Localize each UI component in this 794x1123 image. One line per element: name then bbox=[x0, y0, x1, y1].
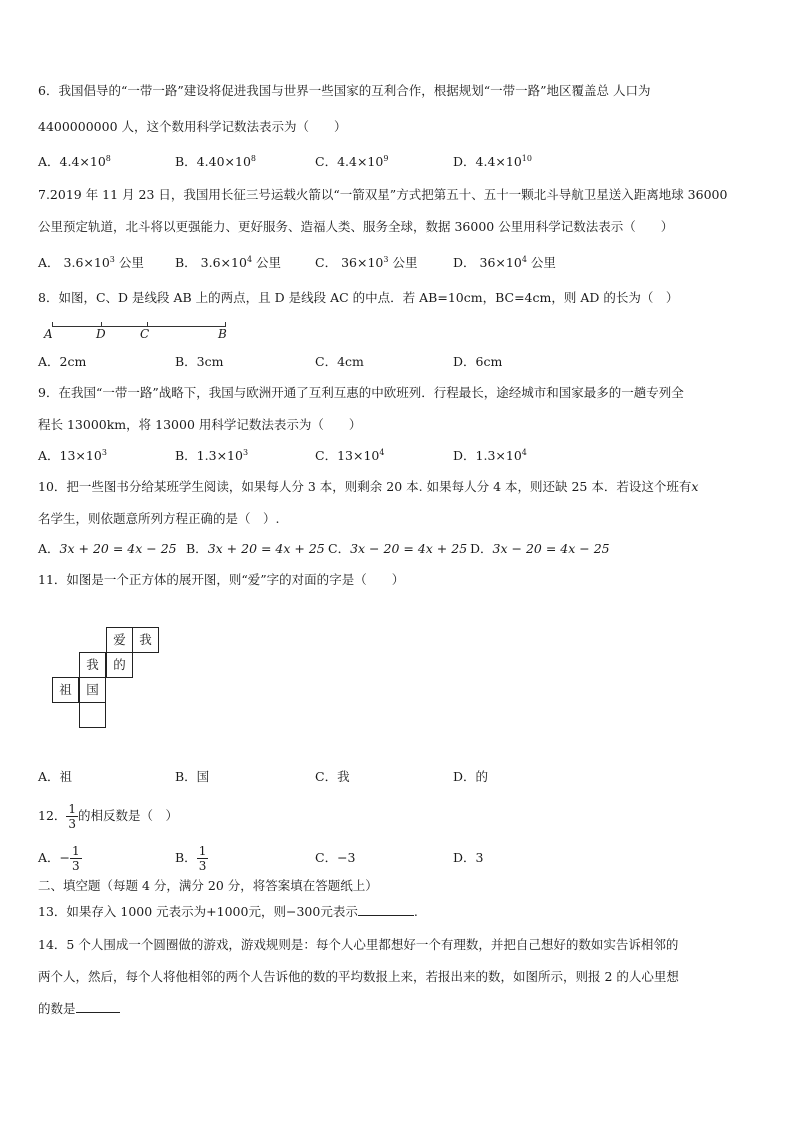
q11-stem-line1: 11．如图是一个正方体的展开图，则“爱”字的对面的字是（ ） bbox=[38, 572, 405, 587]
net-cell-wo-1: 我 bbox=[132, 627, 159, 653]
q14-stem-line1: 14．5 个人围成一个圆圈做的游戏，游戏规则是：每个人心里都想好一个有理数，并把自己想好的数如实告诉相邻的 bbox=[38, 937, 679, 952]
q10-option-c[interactable]: C．3x − 20 = 4x + 25 bbox=[328, 541, 468, 556]
q6-option-a[interactable]: A．$4.4\times 10^8$ bbox=[38, 153, 111, 169]
q11-option-d[interactable]: D．的 bbox=[453, 769, 489, 784]
q12-option-c[interactable]: C．−3 bbox=[315, 850, 356, 865]
q7-stem-line2: 公里预定轨道，北斗将以更强能力、更好服务、造福人类、服务全球，数据 36000 公里用科学记数法表示（ ） bbox=[38, 219, 674, 234]
q12-option-d[interactable]: D．3 bbox=[453, 850, 484, 865]
q12-options bbox=[38, 838, 768, 878]
q9-option-d[interactable]: D．$1.3\times 10^4$ bbox=[453, 447, 527, 463]
q13-answer-blank[interactable] bbox=[358, 903, 414, 916]
q9-stem-line2: 程长 13000km，将 13000 用科学记数法表示为（ ） bbox=[38, 417, 362, 432]
net-cell-blank bbox=[79, 702, 106, 728]
q10-option-d[interactable]: D．3x − 20 = 4x − 25 bbox=[470, 541, 610, 556]
q6-option-b[interactable]: B．$4.40\times 10^8$ bbox=[175, 153, 256, 169]
q10-option-b[interactable]: B．3x + 20 = 4x + 25 bbox=[186, 541, 325, 556]
q10-stem-line2: 名学生，则依题意所列方程正确的是（ ）. bbox=[38, 511, 280, 526]
q6-option-c[interactable]: C．$4.4\times 10^9$ bbox=[315, 153, 389, 169]
q8-option-a[interactable]: A．2cm bbox=[38, 354, 87, 369]
point-b-label: B bbox=[218, 327, 227, 341]
q10-option-a[interactable]: A．3x + 20 = 4x − 25 bbox=[38, 541, 177, 556]
segment-diagram bbox=[40, 318, 240, 344]
q7-option-c[interactable]: C． $36\times 10^3$ 公里 bbox=[315, 254, 418, 270]
q7-options bbox=[38, 253, 768, 273]
net-cell-guo: 国 bbox=[79, 677, 106, 703]
q6-options bbox=[38, 152, 768, 172]
q11-option-c[interactable]: C．我 bbox=[315, 769, 350, 784]
q8-option-c[interactable]: C．4cm bbox=[315, 354, 364, 369]
q12-option-b[interactable]: B． $\frac{1}{3}$ bbox=[175, 844, 207, 873]
q8-option-b[interactable]: B．3cm bbox=[175, 354, 224, 369]
q7-option-a[interactable]: A． $3.6\times 10^3$ 公里 bbox=[38, 254, 144, 270]
q11-options bbox=[38, 767, 768, 787]
q14-stem-line3: 的数是 bbox=[38, 1000, 764, 1018]
q8-option-d[interactable]: D．6cm bbox=[453, 354, 503, 369]
q10-variable-x: x bbox=[691, 479, 699, 494]
point-d-label: D bbox=[96, 327, 106, 341]
q11-option-b[interactable]: B．国 bbox=[175, 769, 210, 784]
q6-stem-line2: 4400000000 人，这个数用科学记数法表示为（ ） bbox=[38, 119, 347, 134]
q13-stem: 13．如果存入 1000 元表示为+1000元，则−300元表示 . bbox=[38, 904, 418, 919]
net-cell-de: 的 bbox=[106, 652, 133, 678]
net-cell-wo-2: 我 bbox=[79, 652, 106, 678]
q9-options bbox=[38, 446, 768, 466]
q12-option-a[interactable]: A．− $\frac{1}{3}$ bbox=[38, 844, 80, 873]
q9-option-c[interactable]: C．$13\times 10^4$ bbox=[315, 447, 385, 463]
q10-options bbox=[38, 539, 768, 559]
q9-stem-line1: 9．在我国“一带一路”战略下，我国与欧洲开通了互利互惠的中欧班列．行程最长，途经城市和国家最多的一趟专列全 bbox=[38, 385, 684, 400]
section-fill-in-heading: 二、填空题（每题 4 分，满分 20 分，将答案填在答题纸上） bbox=[38, 878, 378, 893]
point-a-label: A bbox=[44, 327, 53, 341]
net-cell-zu: 祖 bbox=[52, 677, 79, 703]
q6-option-d[interactable]: D．$4.4\times 10^{10}$ bbox=[453, 153, 532, 169]
q14-stem-line2: 两个人，然后，每个人将他相邻的两个人告诉他的数的平均数报上来，若报出来的数，如图所示，则报 2 的人心里想 bbox=[38, 969, 679, 984]
q10-stem-line1: 10．把一些图书分给某班学生阅读，如果每人分 3 本，则剩余 20 本. 如果每人分 4 本，则还缺 25 本．若设这个班有x bbox=[38, 479, 699, 494]
q14-answer-blank[interactable] bbox=[76, 1000, 120, 1013]
q11-option-a[interactable]: A．祖 bbox=[38, 769, 73, 784]
q7-option-d[interactable]: D． $36\times 10^4$ 公里 bbox=[453, 254, 556, 270]
segment-ab bbox=[52, 326, 226, 327]
q9-option-b[interactable]: B．$1.3\times 10^3$ bbox=[175, 447, 249, 463]
q7-option-b[interactable]: B． $3.6\times 10^4$ 公里 bbox=[175, 254, 282, 270]
q12-fraction: $\frac{1}{3}$ bbox=[68, 802, 77, 831]
point-c-label: C bbox=[140, 327, 150, 341]
q8-options bbox=[38, 352, 768, 372]
q8-stem-line1: 8．如图，C、D 是线段 AB 上的两点，且 D 是线段 AC 的中点．若 AB=10cm，BC=4cm，则 AD 的长为（ ） bbox=[38, 290, 679, 305]
q7-stem-line1: 7.2019 年 11 月 23 日，我国用长征三号运载火箭以“一箭双星”方式把第五十、五十一颗北斗导航卫星送入距离地球 36000 bbox=[38, 187, 728, 202]
q6-stem-line1: 6．我国倡导的“一带一路”建设将促进我国与世界一些国家的互利合作，根据规划“一带一路”地区覆盖总 人口为 bbox=[38, 83, 651, 98]
q9-option-a[interactable]: A．$13\times 10^3$ bbox=[38, 447, 107, 463]
net-cell-ai: 爱 bbox=[106, 627, 133, 653]
q12-stem: 12． $\frac{1}{3}$ 的相反数是（ ） bbox=[38, 802, 179, 831]
